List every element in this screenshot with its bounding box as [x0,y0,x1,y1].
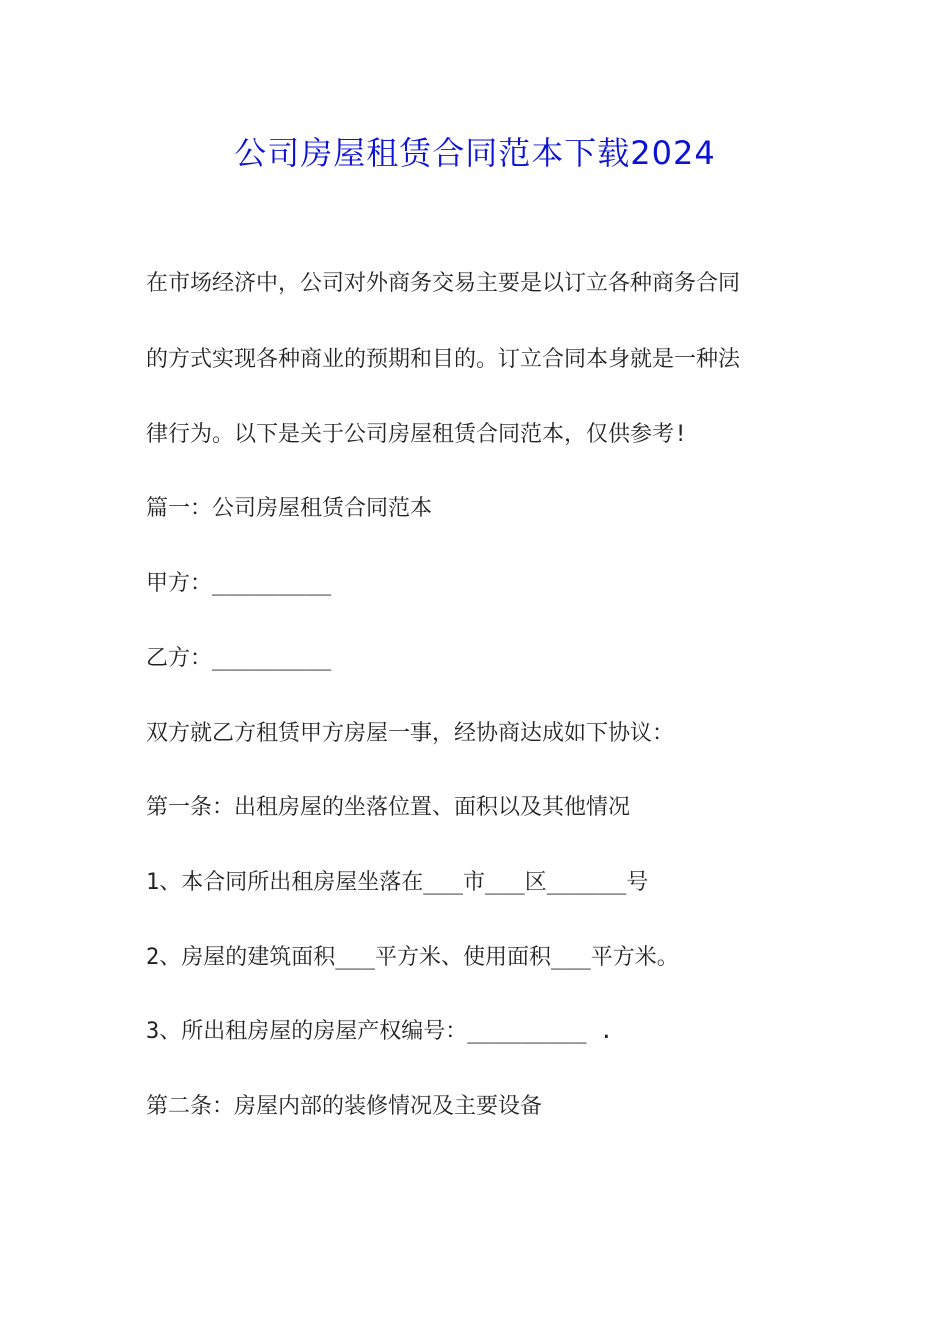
section-heading-1: 篇一：公司房屋租赁合同范本 [146,496,433,521]
clause-1-3: 3、所出租房屋的房屋产权编号：_________ . [146,1019,613,1044]
intro-line-1: 在市场经济中，公司对外商务交易主要是以订立各种商务合同 [146,271,741,296]
party-a-line: 甲方：_________ [146,571,332,596]
intro-line-3: 律行为。以下是关于公司房屋租赁合同范本，仅供参考! [146,422,688,447]
article-1-heading: 第一条：出租房屋的坐落位置、面积以及其他情况 [146,795,631,820]
document-title: 公司房屋租赁合同范本下载2024 [234,134,716,172]
agreement-line: 双方就乙方租赁甲方房屋一事，经协商达成如下协议： [146,721,675,746]
clause-1-1: 1、本合同所出租房屋坐落在___市___区______号 [146,870,649,895]
clause-1-2: 2、房屋的建筑面积___平方米、使用面积___平方米。 [146,945,679,970]
intro-line-2: 的方式实现各种商业的预期和目的。订立合同本身就是一种法 [146,347,741,372]
article-2-heading: 第二条：房屋内部的装修情况及主要设备 [146,1094,543,1119]
party-b-line: 乙方：_________ [146,646,332,671]
